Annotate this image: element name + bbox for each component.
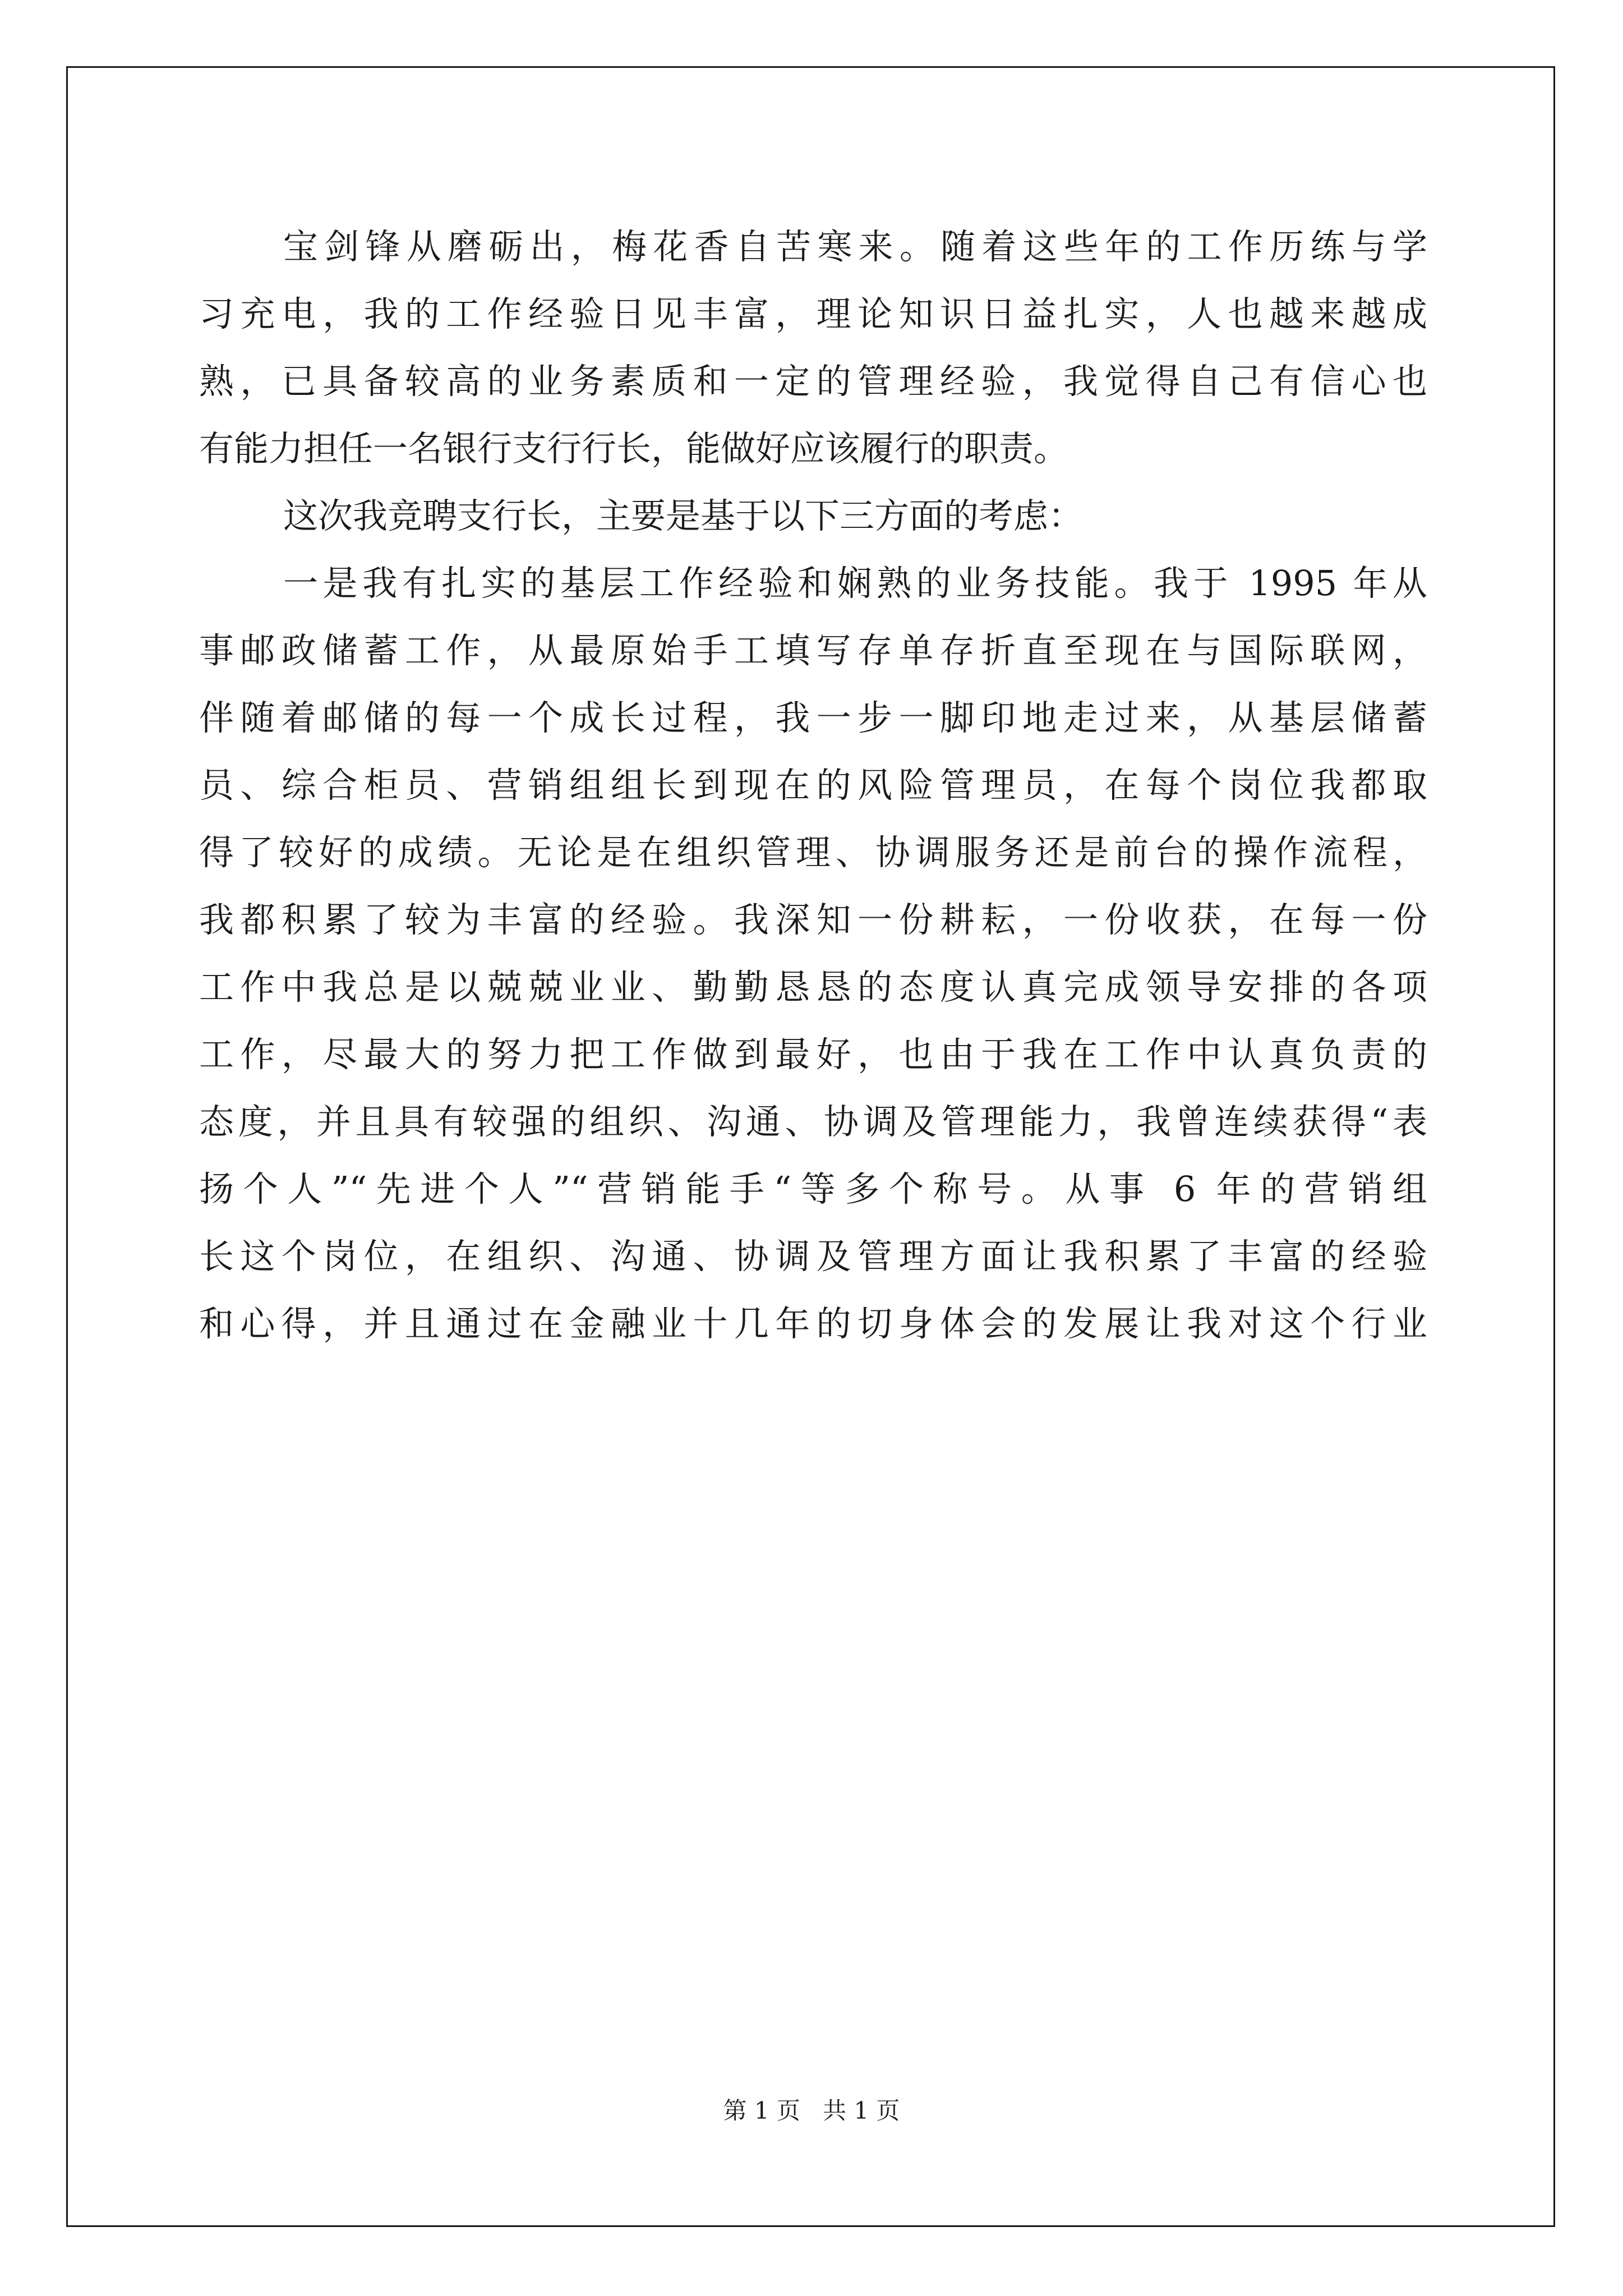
text-line: 熟，已具备较高的业务素质和一定的管理经验，我觉得自己有信心也 bbox=[199, 361, 1427, 402]
page-footer bbox=[0, 2095, 1623, 2127]
text-line: 得了较好的成绩。无论是在组织管理、协调服务还是前台的操作流程， bbox=[199, 832, 1427, 873]
text-line: 态度，并且具有较强的组织、沟通、协调及管理能力，我曾连续获得“表 bbox=[199, 1101, 1427, 1142]
text-line: 宝剑锋从磨砺出，梅花香自苦寒来。随着这些年的工作历练与学 bbox=[283, 226, 1427, 267]
text-line: 一是我有扎实的基层工作经验和娴熟的业务技能。我于 1995 年从 bbox=[283, 563, 1427, 604]
text-line: 伴随着邮储的每一个成长过程，我一步一脚印地走过来，从基层储蓄 bbox=[199, 697, 1427, 738]
page-number-current: 第 1 页 bbox=[723, 2097, 800, 2124]
text-line: 长这个岗位，在组织、沟通、协调及管理方面让我积累了丰富的经验 bbox=[199, 1236, 1427, 1277]
text-line: 工作，尽最大的努力把工作做到最好，也由于我在工作中认真负责的 bbox=[199, 1034, 1427, 1075]
text-line: 习充电，我的工作经验日见丰富，理论知识日益扎实，人也越来越成 bbox=[199, 293, 1427, 334]
text-line: 扬个人”“先进个人”“营销能手“等多个称号。从事 6 年的营销组 bbox=[199, 1168, 1427, 1209]
page-number-total: 共 1 页 bbox=[823, 2097, 900, 2124]
text-line: 这次我竞聘支行长，主要是基于以下三方面的考虑： bbox=[283, 495, 1083, 536]
text-line: 和心得，并且通过在金融业十几年的切身体会的发展让我对这个行业 bbox=[199, 1303, 1427, 1344]
text-line: 我都积累了较为丰富的经验。我深知一份耕耘，一份收获，在每一份 bbox=[199, 899, 1427, 940]
text-line: 事邮政储蓄工作，从最原始手工填写存单存折直至现在与国际联网， bbox=[199, 630, 1427, 671]
text-line: 工作中我总是以兢兢业业、勤勤恳恳的态度认真完成领导安排的各项 bbox=[199, 967, 1427, 1007]
text-line: 有能力担任一名银行支行行长，能做好应该履行的职责。 bbox=[199, 428, 1069, 469]
text-line: 员、综合柜员、营销组组长到现在的风险管理员，在每个岗位我都取 bbox=[199, 765, 1427, 806]
